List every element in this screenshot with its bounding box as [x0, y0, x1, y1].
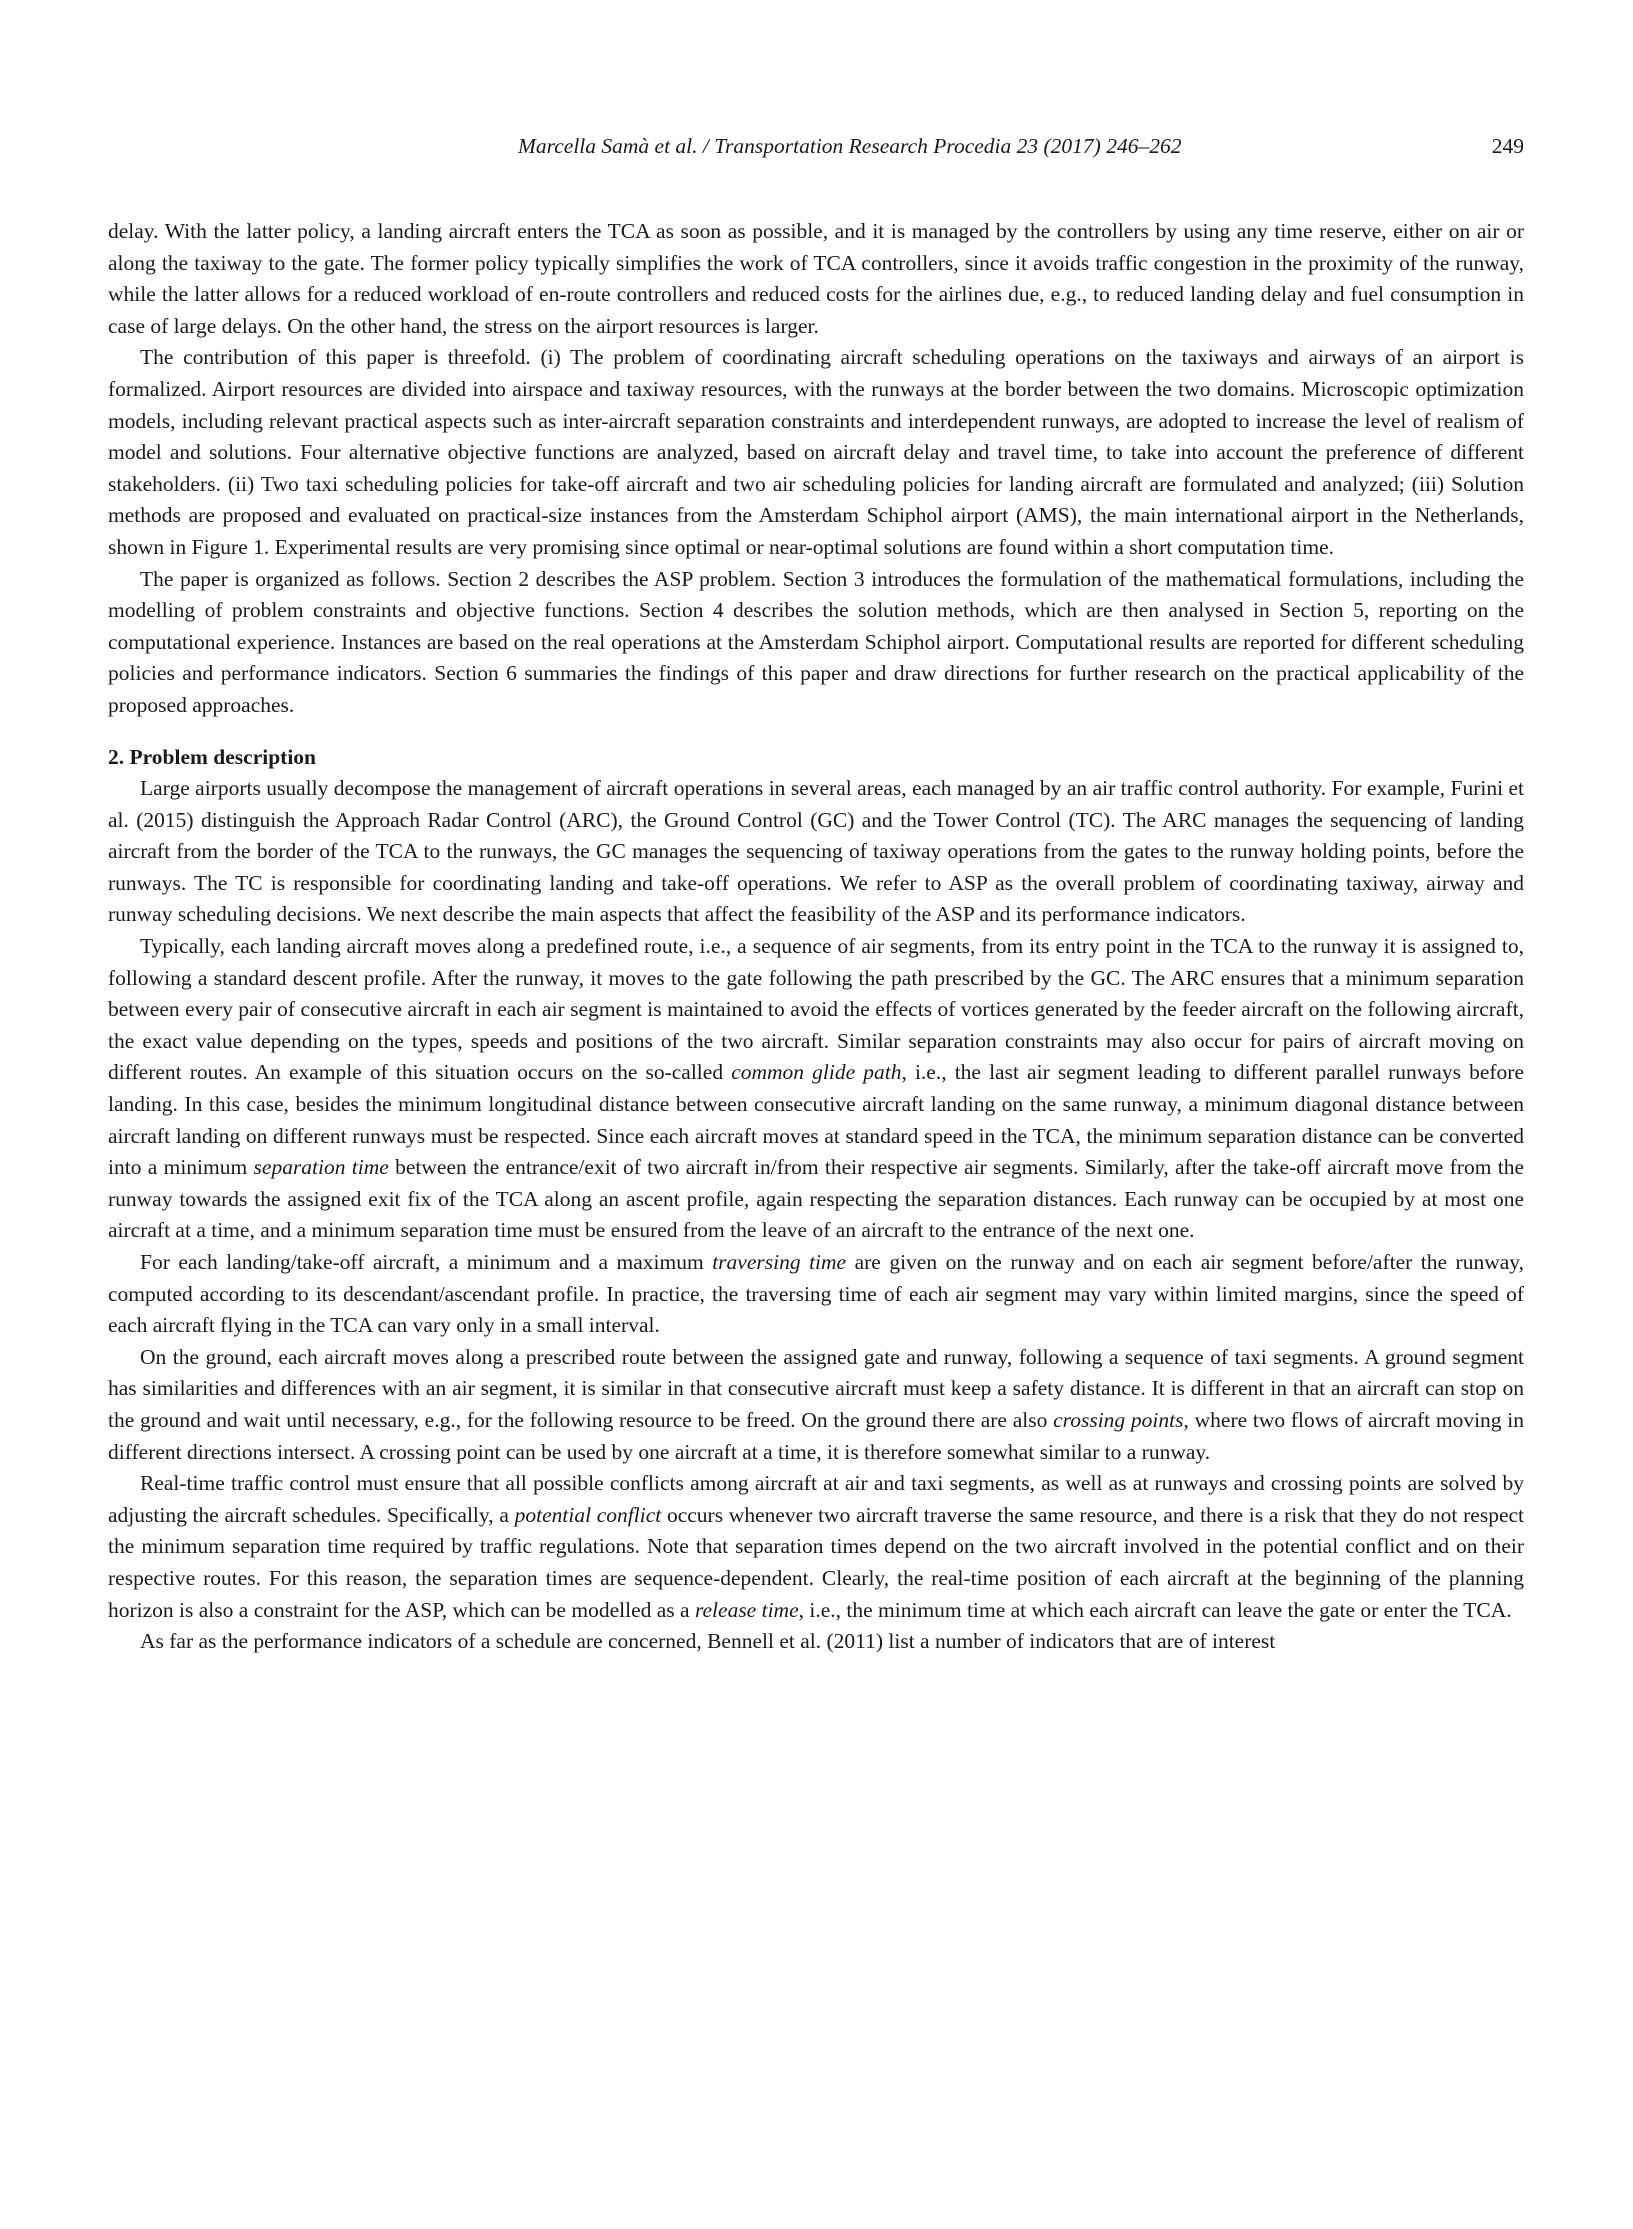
text-run: are given on the runway and on each air segment before/after the runway, computed according to its descendant/ascendant profile. In practice, the traversing time of each air segment may vary within limited margins, since the speed of each aircraft flying in the TCA can vary only in a small interval. — [108, 1250, 1525, 1338]
text-run: between the entrance/exit of two aircraft in/from their respective air segments. Similarly, after the take-off aircraft move from the runway towards the assigned exit fix of the TCA along an ascent profile, again respecting the separation distances. Each runway can be occupied by at most one aircraft at a time, and a minimum separation time must be ensured from the leave of an aircraft to the entrance of the next one. — [108, 1155, 1525, 1243]
text-run: On the ground, each aircraft moves along a prescribed route between the assigned gate and runway, following a sequence of taxi segments. A ground segment has similarities and differences with an air segment, it is similar in that consecutive aircraft must keep a safety distance. It is different in that an aircraft can stop on the ground and wait until necessary, e.g., for the following resource to be freed. On the ground there are also — [108, 1344, 1524, 1432]
text-run: For each landing/take-off aircraft, a minimum and a maximum — [140, 1250, 713, 1274]
page-header — [108, 134, 1524, 166]
page-number: 249 — [1491, 134, 1524, 158]
emphasis-term: separation time — [253, 1155, 389, 1180]
emphasis-term: potential conflict — [514, 1502, 662, 1527]
text-run: Typically, each landing aircraft moves along a predefined route, i.e., a sequence of air segments, from its entry point in the TCA to the runway it is assigned to, following a standard descent profile. After the runway, it moves to the gate following the path prescribed by the GC. The ARC ensures that a minimum separation between every pair of consecutive aircraft in each air segment is maintained to avoid the effects of vortices generated by the feeder aircraft on the following aircraft, the exact value depending on the types, speeds and positions of the two aircraft. Similar separation constraints may also occur for pairs of aircraft moving on different routes. An example of this situation occurs on the so-called — [108, 934, 1524, 1085]
text-run: Real-time traffic control must ensure that all possible conflicts among aircraft at air and taxi segments, as well as at runways and crossing points are solved by adjusting the aircraft schedules. Specifically, a — [108, 1471, 1524, 1527]
text-run: , i.e., the last air segment leading to different parallel runways before landing. In this case, besides the minimum longitudinal distance between consecutive aircraft landing on the same runway, a minimum diagonal distance between aircraft landing on different runways must be respected. Since each aircraft moves at standard speed in the TCA, the minimum separation distance can be converted into a minimum — [108, 1060, 1524, 1180]
paragraph-ground-segments — [108, 1342, 1524, 1468]
text-run: , i.e., the minimum time at which each aircraft can leave the gate or enter the TCA. — [798, 1597, 1512, 1622]
paragraph-intro-continuation: delay. With the latter policy, a landing aircraft enters the TCA as soon as possible, and it is managed by the controllers by using any time reserve, either on air or along the taxiway to the gate. The former policy typically simplifies the work of TCA controllers, since it avoids traffic congestion in the proximity of the runway, while the latter allows for a reduced workload of en-route controllers and reduced costs for the airlines due, e.g., to reduced landing delay and fuel consumption in case of large delays. On the other hand, the stress on the airport resources is larger. — [108, 219, 1524, 338]
paragraph-conflicts — [108, 1468, 1524, 1626]
section-heading: 2. Problem description — [108, 744, 317, 769]
paragraph-performance-indicators: As far as the performance indicators of a schedule are concerned, Bennell et al. (2011) list a number of indicators that are of interest — [140, 1629, 1276, 1654]
body-text — [108, 216, 1524, 1658]
text-run: occurs whenever two aircraft traverse the same resource, and there is a risk that they do not respect the minimum separation time required by traffic regulations. Note that separation times depend on the two aircraft involved in the potential conflict and on their respective routes. For this reason, the separation times are sequence-dependent. Clearly, the real-time position of each aircraft at the beginning of the planning horizon is also a constraint for the ASP, which can be modelled as a — [108, 1502, 1524, 1622]
paragraph-contribution: The contribution of this paper is threefold. (i) The problem of coordinating aircraft scheduling operations on the taxiways and airways of an airport is formalized. Airport resources are divided into airspace and taxiway resources, with the runways at the border between the two domains. Microscopic optimization models, including relevant practical aspects such as inter-aircraft separation constraints and interdependent runways, are adopted to increase the level of realism of model and solutions. Four alternative objective functions are analyzed, based on aircraft delay and travel time, to take into account the preference of different stakeholders. (ii) Two taxi scheduling policies for take-off aircraft and two air scheduling policies for landing aircraft are formulated and analyzed; (iii) Solution methods are proposed and evaluated on practical-size instances from the Amsterdam Schiphol airport (AMS), the main international airport in the Netherlands, shown in Figure 1. Experimental results are very promising since optimal or near-optimal solutions are found within a short computation time. — [108, 345, 1524, 559]
running-head: Marcella Samà et al. / Transportation Research Procedia 23 (2017) 246–262 — [518, 134, 1182, 158]
emphasis-term: crossing points — [1053, 1407, 1184, 1432]
paragraph-landing-routes — [108, 931, 1524, 1247]
paragraph-traversing-time — [108, 1247, 1524, 1342]
emphasis-term: traversing time — [712, 1250, 847, 1274]
emphasis-term: release time — [694, 1597, 799, 1622]
paragraph-organization: The paper is organized as follows. Section 2 describes the ASP problem. Section 3 introduces the formulation of the mathematical formulations, including the modelling of problem constraints and objective functions. Section 4 describes the solution methods, which are then analysed in Section 5, reporting on the computational experience. Instances are based on the real operations at the Amsterdam Schiphol airport. Computational results are reported for different scheduling policies and performance indicators. Section 6 summaries the findings of this paper and draw directions for further research on the practical applicability of the proposed approaches. — [108, 566, 1524, 717]
paragraph-control-areas: Large airports usually decompose the management of aircraft operations in several areas, each managed by an air traffic control authority. For example, Furini et al. (2015) distinguish the Approach Radar Control (ARC), the Ground Control (GC) and the Tower Control (TC). The ARC manages the sequencing of landing aircraft from the border of the TCA to the runways, the GC manages the sequencing of taxiway operations from the gates to the runway holding points, before the runways. The TC is responsible for coordinating landing and take-off operations. We refer to ASP as the overall problem of coordinating taxiway, airway and runway scheduling decisions. We next describe the main aspects that affect the feasibility of the ASP and its performance indicators. — [108, 776, 1524, 927]
emphasis-term: common glide path — [731, 1060, 902, 1085]
text-run: , where two flows of aircraft moving in different directions intersect. A crossing point can be used by one aircraft at a time, it is therefore somewhat similar to a runway. — [108, 1407, 1525, 1464]
